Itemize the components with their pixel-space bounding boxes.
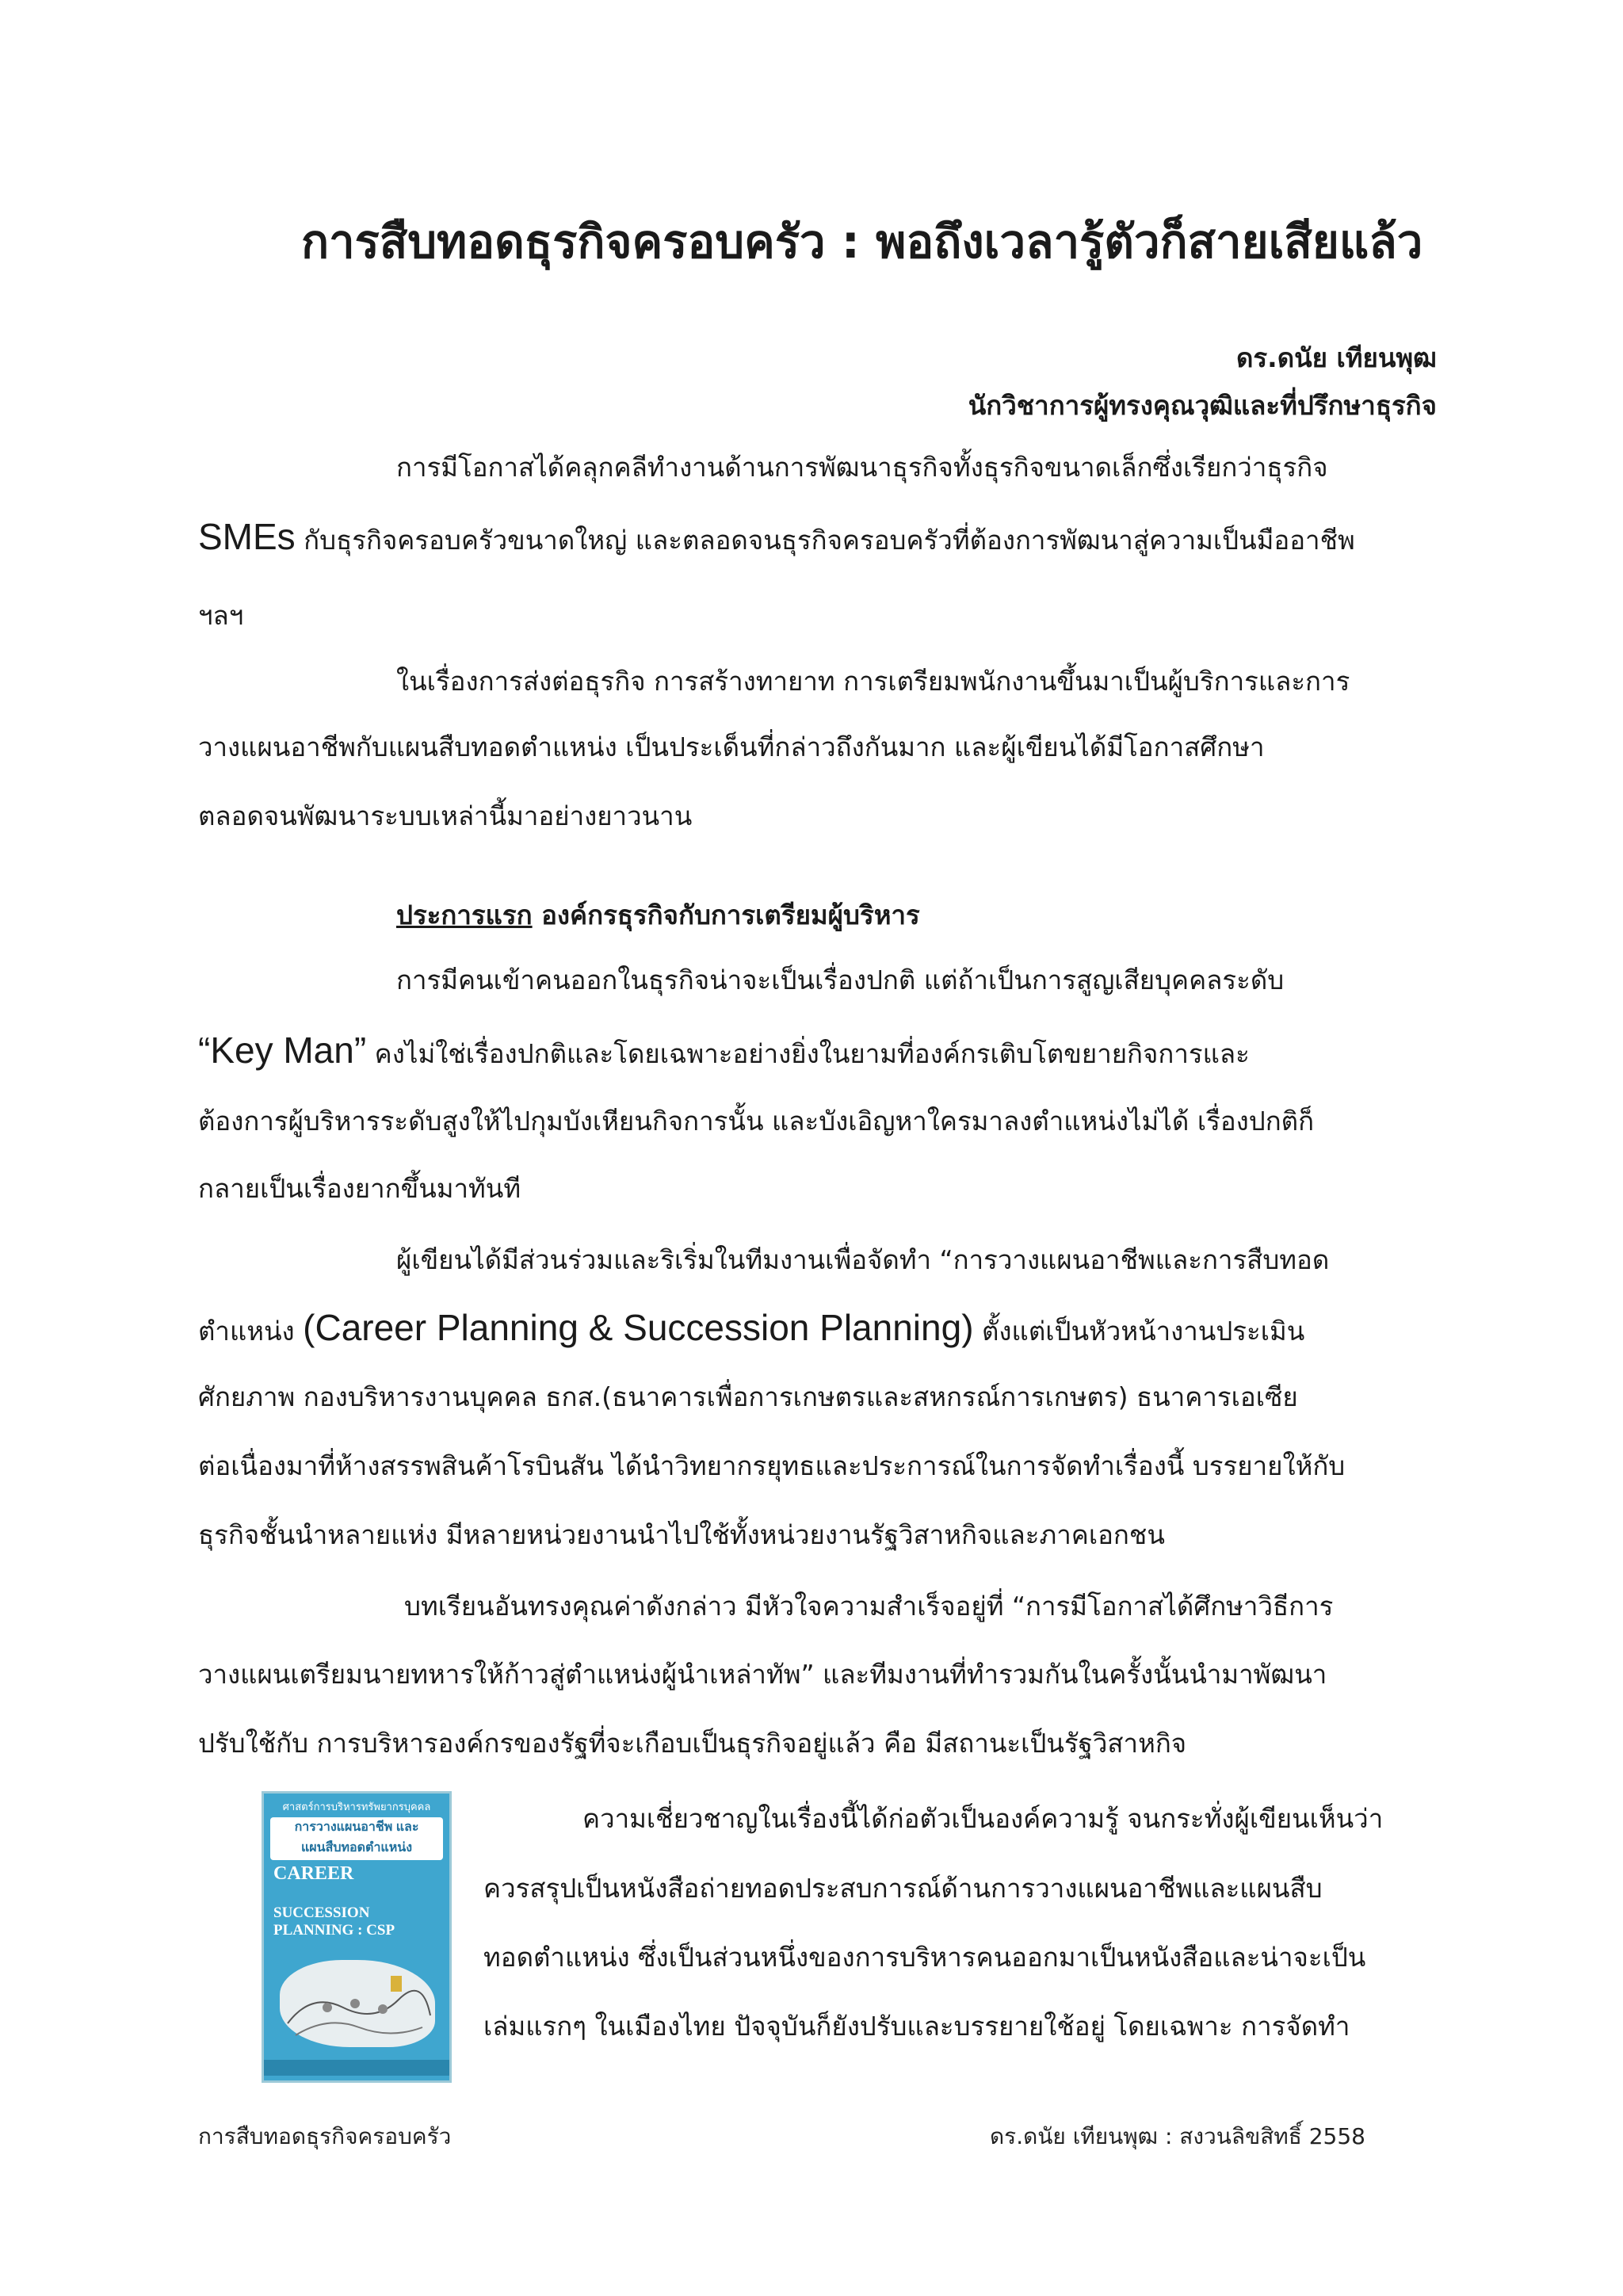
paragraph-line: ต้องการผู้บริหารระดับสูงให้ไปกุมบังเหียนกิจการนั้น และบังเอิญหาใครมาลงตำแหน่งไม่ได้ เรื่องปกติก็ bbox=[198, 1106, 1315, 1137]
author-name: ดร.ดนัย เทียนพุฒ bbox=[1236, 342, 1437, 373]
footer-left: การสืบทอดธุรกิจครอบครัว bbox=[198, 2123, 452, 2149]
paragraph-line bbox=[198, 517, 1355, 560]
section-heading-text: องค์กรธุรกิจกับการเตรียมผู้บริหาร bbox=[532, 900, 920, 930]
paragraph-line: ทอดตำแหน่ง ซึ่งเป็นส่วนหนึ่งของการบริหารคนออกมาเป็นหนังสือและน่าจะเป็น bbox=[483, 1942, 1366, 1973]
book-cover-subtitle bbox=[270, 1817, 443, 1860]
footer-right: ดร.ดนัย เทียนพุฒ : สงวนลิขสิทธิ์ 2558 bbox=[989, 2123, 1365, 2149]
section-heading bbox=[396, 896, 920, 935]
book-cover-subtitle-line: แผนสืบทอดตำแหน่ง bbox=[300, 1841, 413, 1855]
book-cover-illustration bbox=[280, 1960, 435, 2047]
section-heading-label: ประการแรก bbox=[396, 900, 533, 930]
paragraph-line: การมีคนเข้าคนออกในธุรกิจน่าจะเป็นเรื่องปกติ แต่ถ้าเป็นการสูญเสียบุคคลระดับ bbox=[396, 965, 1285, 995]
paragraph-line: กลายเป็นเรื่องยากขึ้นมาทันที bbox=[198, 1173, 521, 1204]
paragraph-line: ตลอดจนพัฒนาระบบเหล่านี้มาอย่างยาวนาน bbox=[198, 800, 693, 831]
paragraph-line: ในเรื่องการส่งต่อธุรกิจ การสร้างทายาท การเตรียมพนักงานขึ้นมาเป็นผู้บริการและการ bbox=[396, 666, 1350, 697]
paragraph-line: การมีโอกาสได้คลุกคลีทำงานด้านการพัฒนาธุรกิจทั้งธุรกิจขนาดเล็กซึ่งเรียกว่าธุรกิจ bbox=[396, 452, 1328, 483]
emphasis-text: “Key Man” bbox=[198, 1030, 367, 1071]
paragraph-line: ความเชี่ยวชาญในเรื่องนี้ได้ก่อตัวเป็นองค์ความรู้ จนกระทั่งผู้เขียนเห็นว่า bbox=[582, 1803, 1384, 1834]
paragraph-line bbox=[198, 1030, 1250, 1074]
paragraph-line: วางแผนอาชีพกับแผนสืบทอดตำแหน่ง เป็นประเด็นที่กล่าวถึงกันมาก และผู้เขียนได้มีโอกาสศึกษา bbox=[198, 732, 1265, 762]
book-cover-image bbox=[262, 1791, 452, 2083]
paragraph-line: ควรสรุปเป็นหนังสือถ่ายทอดประสบการณ์ด้านการวางแผนอาชีพและแผนสืบ bbox=[483, 1873, 1323, 1904]
book-cover-footer bbox=[264, 2060, 449, 2076]
paragraph-text: คงไม่ใช่เรื่องปกติและโดยเฉพาะอย่างยิ่งในยามที่องค์กรเติบโตขยายกิจการและ bbox=[366, 1038, 1250, 1069]
paragraph-text: กับธุรกิจครอบครัวขนาดใหญ่ และตลอดจนธุรกิจครอบครัวที่ต้องการพัฒนาสู่ความเป็นมืออาชีพ bbox=[295, 525, 1355, 556]
paragraph-line: ต่อเนื่องมาที่ห้างสรรพสินค้าโรบินสัน ได้นำวิทยากรยุทธและประการณ์ในการจัดทำเรื่องนี้ บรรยายให้กับ bbox=[198, 1450, 1346, 1481]
author-role: นักวิชาการผู้ทรงคุณวุฒิและที่ปรึกษาธุรกิจ bbox=[968, 390, 1437, 421]
emphasis-text: SMEs bbox=[198, 516, 296, 557]
paragraph-text: ตำแหน่ง bbox=[198, 1316, 304, 1347]
paragraph-line: ฯลฯ bbox=[198, 600, 244, 631]
paragraph-line: ปรับใช้กับ การบริหารองค์กรของรัฐที่จะเกือบเป็นธุรกิจอยู่แล้ว คือ มีสถานะเป็นรัฐวิสาหกิจ bbox=[198, 1728, 1187, 1759]
paragraph-line: ผู้เขียนได้มีส่วนร่วมและริเริ่มในทีมงานเพื่อจัดทำ “การวางแผนอาชีพและการสืบทอด bbox=[396, 1244, 1330, 1275]
paragraph-text: ตั้งแต่เป็นหัวหน้างานประเมิน bbox=[973, 1316, 1305, 1347]
book-cover-title: CAREER bbox=[273, 1863, 354, 1884]
emphasis-text: (Career Planning & Succession Planning) bbox=[303, 1307, 974, 1348]
paragraph-line: ธุรกิจชั้นนำหลายแห่ง มีหลายหน่วยงานนำไปใช้ทั้งหน่วยงานรัฐวิสาหกิจและภาคเอกชน bbox=[198, 1519, 1165, 1550]
paragraph-line: บทเรียนอันทรงคุณค่าดังกล่าว มีหัวใจความสำเร็จอยู่ที่ “การมีโอกาสได้ศึกษาวิธีการ bbox=[404, 1591, 1334, 1622]
book-cover-band: ศาสตร์การบริหารทรัพยากรบุคคล bbox=[282, 1801, 431, 1813]
book-cover-subtitle-line: การวางแผนอาชีพ และ bbox=[294, 1820, 419, 1834]
paragraph-line: วางแผนเตรียมนายทหารให้ก้าวสู่ตำแหน่งผู้นำเหล่าทัพ” และทีมงานที่ทำรวมกันในครั้งนั้นนำมาพัฒนา bbox=[198, 1659, 1327, 1690]
paragraph-line: เล่มแรกๆ ในเมืองไทย ปัจจุบันก็ยังปรับและบรรยายใช้อยู่ โดยเฉพาะ การจัดทำ bbox=[483, 2011, 1350, 2042]
paragraph-line bbox=[198, 1308, 1304, 1351]
book-cover-title: SUCCESSION PLANNING : CSP bbox=[273, 1904, 395, 1939]
paragraph-line: ศักยภาพ กองบริหารงานบุคคล ธกส.(ธนาคารเพื่อการเกษตรและสหกรณ์การเกษตร) ธนาคารเอเซีย bbox=[198, 1381, 1298, 1412]
page-title: การสืบทอดธุรกิจครอบครัว : พอถึงเวลารู้ตัวก็สายเสียแล้ว bbox=[301, 215, 1423, 269]
